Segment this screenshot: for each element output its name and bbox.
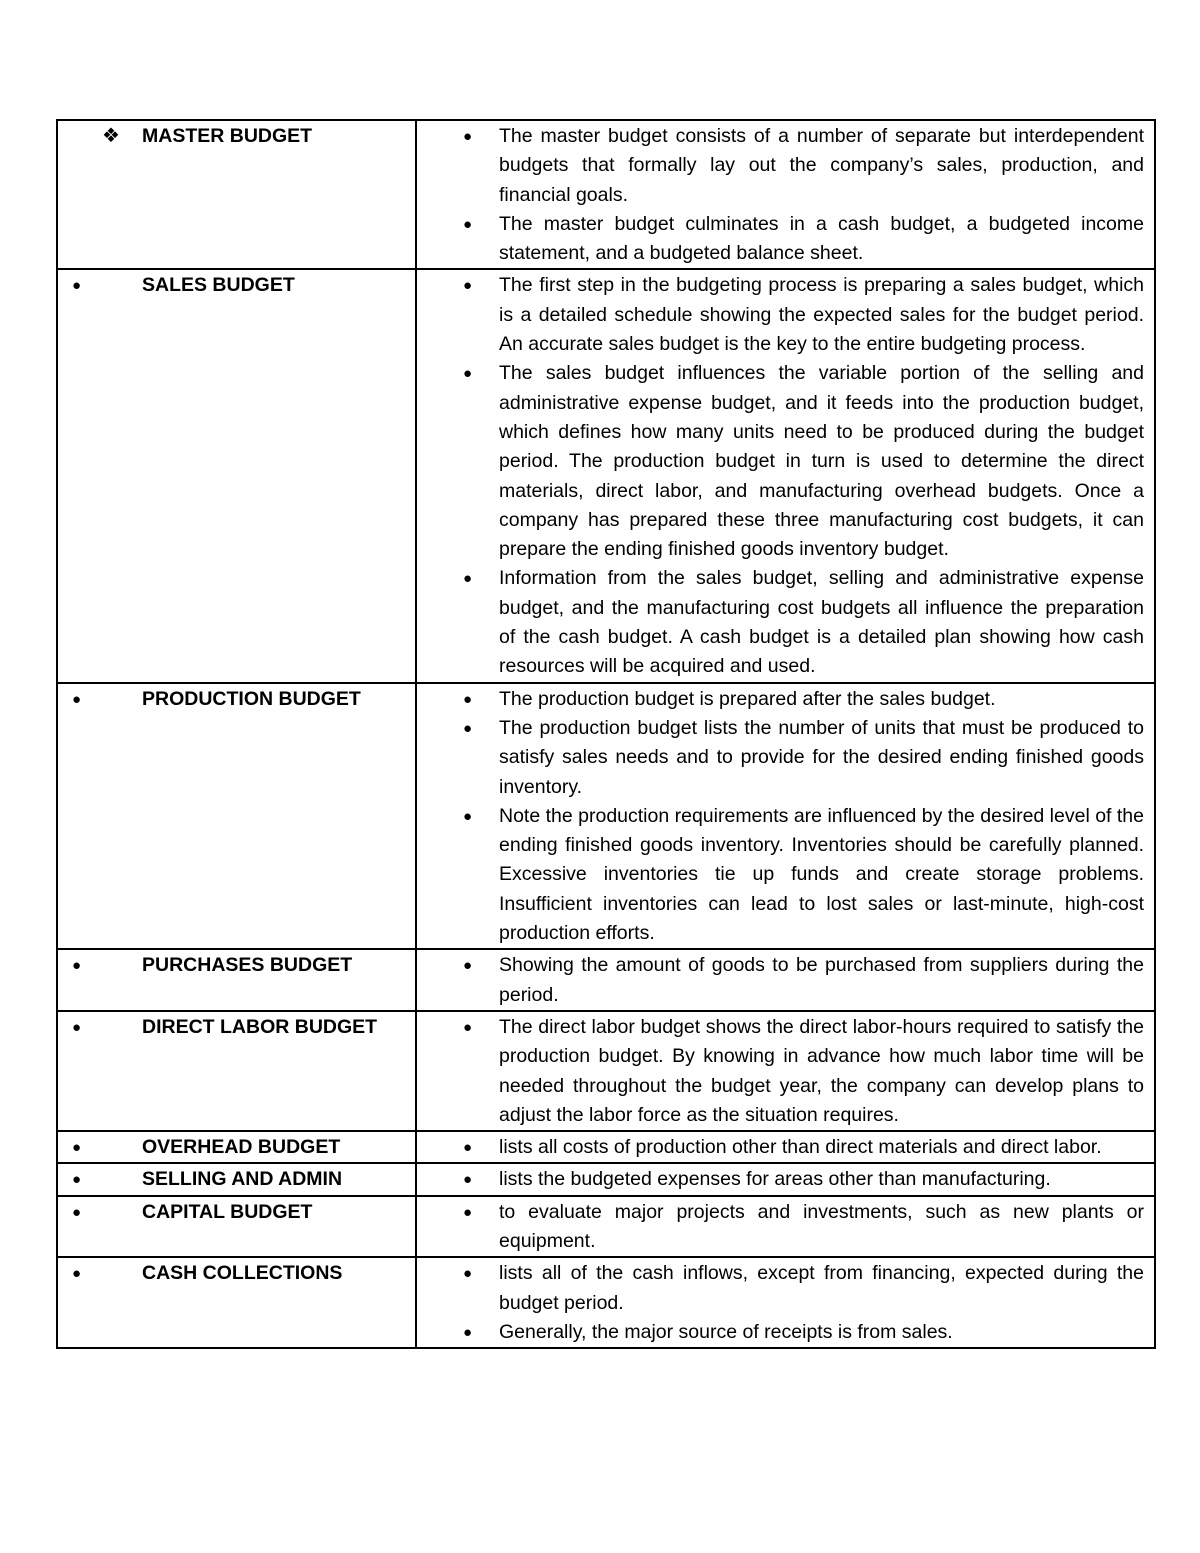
budget-row xyxy=(57,949,1155,1011)
description-list xyxy=(417,1164,1154,1194)
bullet-icon: ● xyxy=(463,277,473,295)
description-item xyxy=(417,564,1144,681)
budget-row xyxy=(57,1163,1155,1195)
description-item xyxy=(417,122,1144,210)
budget-row xyxy=(57,683,1155,950)
description-cell xyxy=(416,1131,1155,1163)
budget-term-label: SALES BUDGET xyxy=(142,274,295,297)
description-list xyxy=(417,121,1154,268)
description-text: lists all of the cash inflows, except from financing, expected during the budget period. xyxy=(499,1262,1144,1314)
description-text: The master budget consists of a number of separate but interdependent budgets that formally lay out the company’s sales, production, and financial goals. xyxy=(499,125,1144,206)
description-text: Showing the amount of goods to be purchased from suppliers during the period. xyxy=(499,954,1144,1006)
budget-term-label: SELLING AND ADMIN xyxy=(142,1168,343,1191)
description-item xyxy=(417,685,1144,714)
description-item xyxy=(417,210,1144,269)
description-item xyxy=(417,802,1144,948)
bullet-icon: ● xyxy=(72,690,82,708)
bullet-icon: ● xyxy=(463,957,473,975)
description-text: The sales budget influences the variable portion of the selling and administrative expense budget, and it feeds into the production budget, which defines how many units need to be produced during the budget period. The production budget in turn is used to determine the direct materials, direct labor, and manufacturing overhead budgets. Once a company has prepared these three manufacturing cost budgets, it can prepare the ending finished goods inventory budget. xyxy=(499,362,1144,561)
description-text: Note the production requirements are influenced by the desired level of the ending finished goods inventory. Inventories should be carefully planned. Excessive inventories tie up funds and create storage problems. Insufficient inventories can lead to lost sales or last-minute, high-cost production efforts. xyxy=(499,804,1144,945)
bullet-icon: ● xyxy=(463,365,473,383)
budget-term-label: PRODUCTION BUDGET xyxy=(142,687,361,710)
term-cell xyxy=(57,120,416,269)
bullet-icon: ● xyxy=(72,1203,82,1221)
budget-term-label: CAPITAL BUDGET xyxy=(142,1200,313,1223)
description-item xyxy=(417,1133,1144,1162)
bullet-icon: ● xyxy=(72,1139,82,1157)
budget-rows xyxy=(57,120,1155,1348)
budget-term xyxy=(58,684,415,714)
term-cell xyxy=(57,1196,416,1258)
description-cell xyxy=(416,1011,1155,1131)
description-cell xyxy=(416,120,1155,269)
bullet-icon: ● xyxy=(463,807,473,825)
description-list xyxy=(417,1012,1154,1130)
description-text: lists the budgeted expenses for areas other than manufacturing. xyxy=(499,1168,1051,1191)
budget-term xyxy=(58,270,415,300)
budget-term xyxy=(58,1132,415,1162)
budget-term-label: MASTER BUDGET xyxy=(142,125,313,147)
budget-row xyxy=(57,269,1155,682)
bullet-icon: ● xyxy=(72,1171,82,1189)
bullet-icon: ● xyxy=(463,1171,473,1189)
bullet-icon: ● xyxy=(463,1323,473,1341)
bullet-icon: ● xyxy=(72,1265,82,1283)
budget-term xyxy=(58,1258,415,1288)
term-cell xyxy=(57,1131,416,1163)
description-text: lists all costs of production other than direct materials and direct labor. xyxy=(499,1136,1102,1159)
budget-term xyxy=(58,1197,415,1227)
description-list xyxy=(417,1132,1154,1162)
description-item xyxy=(417,1318,1144,1347)
budget-term xyxy=(58,121,415,151)
description-list xyxy=(417,684,1154,949)
term-cell xyxy=(57,683,416,950)
description-item xyxy=(417,1013,1144,1130)
diamond-bullet-icon: ❖ xyxy=(102,125,120,147)
bullet-icon: ● xyxy=(463,1139,473,1157)
description-text: The production budget lists the number of units that must be produced to satisfy sales needs and to provide for the desired ending finished goods inventory. xyxy=(499,716,1144,798)
budget-row xyxy=(57,1196,1155,1258)
description-list xyxy=(417,950,1154,1010)
budget-term-label: CASH COLLECTIONS xyxy=(142,1262,343,1285)
bullet-icon: ● xyxy=(463,1203,473,1221)
description-item xyxy=(417,1198,1144,1257)
description-cell xyxy=(416,1163,1155,1195)
description-item xyxy=(417,271,1144,359)
bullet-icon: ● xyxy=(463,215,473,233)
description-item xyxy=(417,1165,1144,1194)
budget-row xyxy=(57,1257,1155,1348)
budget-row xyxy=(57,120,1155,269)
term-cell xyxy=(57,1257,416,1348)
term-cell xyxy=(57,949,416,1011)
budget-row xyxy=(57,1011,1155,1131)
description-item xyxy=(417,714,1144,802)
description-text: Information from the sales budget, selling and administrative expense budget, and the manufacturing cost budgets all influence the preparation of the cash budget. A cash budget is a detailed plan showing how cash resources will be acquired and used. xyxy=(499,567,1144,678)
term-cell xyxy=(57,269,416,682)
description-item xyxy=(417,1259,1144,1318)
description-list xyxy=(417,1197,1154,1257)
term-cell xyxy=(57,1011,416,1131)
budget-term-label: OVERHEAD BUDGET xyxy=(142,1136,341,1159)
description-list xyxy=(417,1258,1154,1347)
description-cell xyxy=(416,1257,1155,1348)
description-cell xyxy=(416,949,1155,1011)
description-item xyxy=(417,951,1144,1010)
bullet-icon: ● xyxy=(463,570,473,588)
bullet-icon: ● xyxy=(72,277,82,295)
description-text: to evaluate major projects and investments, such as new plants or equipment. xyxy=(499,1200,1144,1252)
budget-row xyxy=(57,1131,1155,1163)
description-cell xyxy=(416,683,1155,950)
description-cell xyxy=(416,1196,1155,1258)
description-text: The first step in the budgeting process is preparing a sales budget, which is a detailed schedule showing the expected sales for the budget period. An accurate sales budget is the key to the entire budgeting process. xyxy=(499,274,1144,356)
bullet-icon: ● xyxy=(463,719,473,737)
bullet-icon: ● xyxy=(463,128,473,145)
budget-term xyxy=(58,1164,415,1194)
budget-term xyxy=(58,1012,415,1042)
budget-term xyxy=(58,950,415,980)
description-text: The direct labor budget shows the direct labor-hours required to satisfy the production budget. By knowing in advance how much labor time will be needed throughout the budget year, the company can develop plans to adjust the labor force as the situation requires. xyxy=(499,1015,1144,1126)
term-cell xyxy=(57,1163,416,1195)
bullet-icon: ● xyxy=(463,1018,473,1036)
description-text: The master budget culminates in a cash budget, a budgeted income statement, and a budgeted balance sheet. xyxy=(499,212,1144,265)
description-text: The production budget is prepared after the sales budget. xyxy=(499,687,996,710)
bullet-icon: ● xyxy=(72,1018,82,1036)
bullet-icon: ● xyxy=(72,957,82,975)
budget-table xyxy=(56,119,1156,1349)
bullet-icon: ● xyxy=(463,690,473,708)
budget-term-label: PURCHASES BUDGET xyxy=(142,954,353,977)
description-cell xyxy=(416,269,1155,682)
bullet-icon: ● xyxy=(463,1265,473,1283)
description-item xyxy=(417,359,1144,564)
description-text: Generally, the major source of receipts is from sales. xyxy=(499,1320,953,1343)
budget-term-label: DIRECT LABOR BUDGET xyxy=(142,1015,378,1038)
description-list xyxy=(417,270,1154,681)
